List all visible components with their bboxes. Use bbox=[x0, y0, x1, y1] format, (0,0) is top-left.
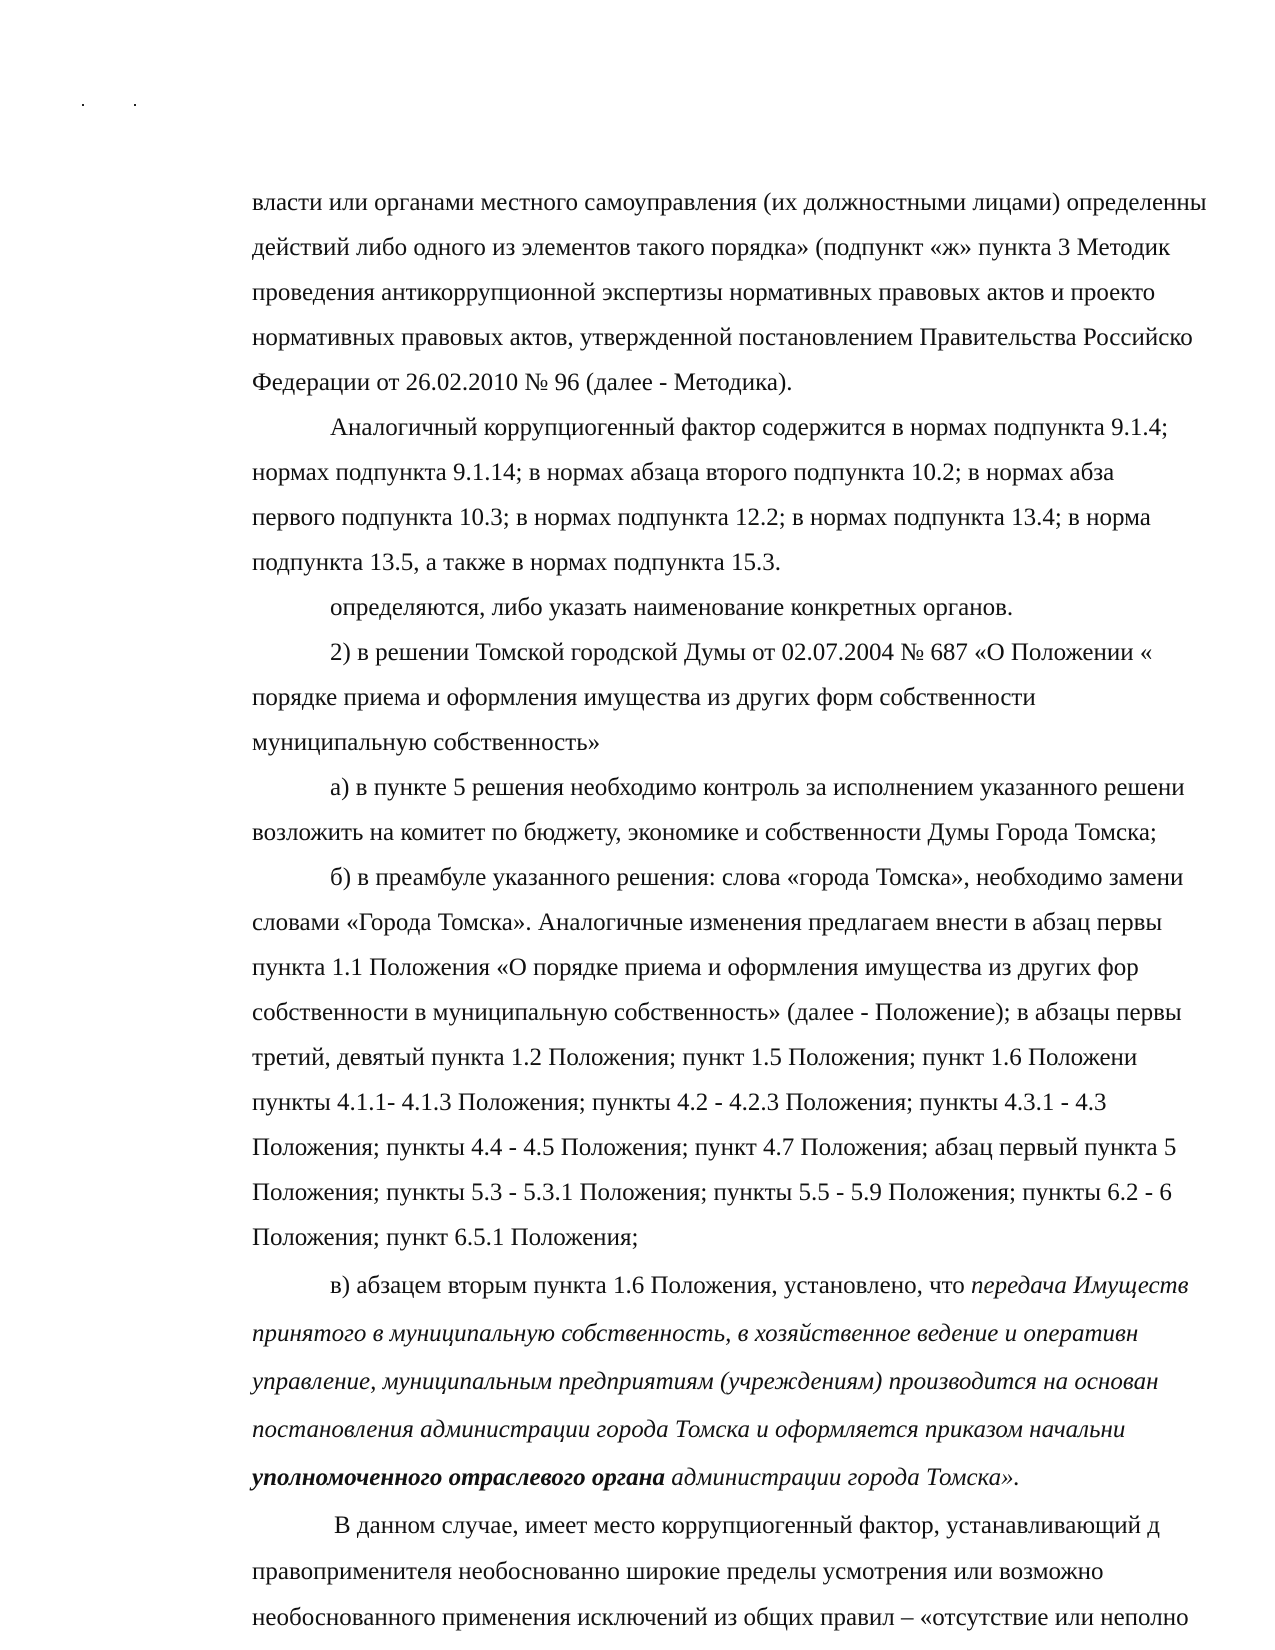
italic-line: принятого в муниципальную собственность, в хозяйственное ведение и оперативн bbox=[252, 1320, 1139, 1347]
text-line: словами «Города Томска». Аналогичные изменения предлагаем внести в абзац первы bbox=[252, 909, 1163, 936]
text-line: порядке приема и оформления имущества из других форм собственности bbox=[252, 684, 1036, 711]
text-line: возложить на комитет по бюджету, экономике и собственности Думы Города Томска; bbox=[252, 819, 1157, 846]
text-line bbox=[252, 1367, 1158, 1397]
text-line: пункты 4.1.1- 4.1.3 Положения; пункты 4.2 - 4.2.3 Положения; пункты 4.3.1 - 4.3 bbox=[252, 1089, 1107, 1116]
text-line: Положения; пункты 5.3 - 5.3.1 Положения; пункты 5.5 - 5.9 Положения; пункты 6.2 - 6 bbox=[252, 1179, 1172, 1206]
text-line: подпункта 13.5, а также в нормах подпункта 15.3. bbox=[252, 549, 781, 576]
text-line: необоснованного применения исключений из общих правил – «отсутствие или неполно bbox=[252, 1604, 1189, 1631]
para-v-italic-tail: передача Имуществ bbox=[971, 1272, 1189, 1299]
text-line: нормах подпункта 9.1.14; в нормах абзаца второго подпункта 10.2; в нормах абза bbox=[252, 459, 1115, 486]
text-line: б) в преамбуле указанного решения: слова «города Томска», необходимо замени bbox=[330, 864, 1184, 891]
text-line: действий либо одного из элементов такого порядка» (подпункт «ж» пункта 3 Методик bbox=[252, 234, 1171, 261]
text-line: 2) в решении Томской городской Думы от 02.07.2004 № 687 «О Положении « bbox=[330, 639, 1153, 666]
text-line bbox=[252, 1415, 1125, 1445]
text-line: Аналогичный коррупциогенный фактор содержится в нормах подпункта 9.1.4; bbox=[330, 414, 1169, 441]
text-line bbox=[252, 1463, 1020, 1493]
text-line bbox=[330, 1271, 1188, 1301]
italic-line: управление, муниципальным предприятиям (учреждениям) производится на основан bbox=[252, 1368, 1159, 1395]
text-line: третий, девятый пункта 1.2 Положения; пункт 1.5 Положения; пункт 1.6 Положени bbox=[252, 1044, 1138, 1071]
text-line bbox=[252, 1319, 1138, 1349]
text-line: проведения антикоррупционной экспертизы нормативных правовых актов и проекто bbox=[252, 279, 1156, 306]
text-line: правоприменителя необоснованно широкие пределы усмотрения или возможно bbox=[252, 1558, 1104, 1585]
text-line: муниципальную собственность» bbox=[252, 729, 601, 756]
text-line: В данном случае, имеет место коррупциогенный фактор, устанавливающий д bbox=[334, 1512, 1161, 1539]
text-line: нормативных правовых актов, утвержденной постановлением Правительства Российско bbox=[252, 324, 1193, 351]
bold-italic-phrase: уполномоченного отраслевого органа bbox=[252, 1464, 665, 1491]
text-line: первого подпункта 10.3; в нормах подпункта 12.2; в нормах подпункта 13.4; в норма bbox=[252, 504, 1151, 531]
text-line: Федерации от 26.02.2010 № 96 (далее - Методика). bbox=[252, 369, 793, 396]
italic-end: администрации города Томска». bbox=[664, 1464, 1020, 1491]
text-line: Положения; пункты 4.4 - 4.5 Положения; пункт 4.7 Положения; абзац первый пункта 5 bbox=[252, 1134, 1177, 1161]
text-line: Положения; пункт 6.5.1 Положения; bbox=[252, 1224, 639, 1251]
italic-line: постановления администрации города Томска и оформляется приказом начальни bbox=[252, 1416, 1126, 1443]
text-line: пункта 1.1 Положения «О порядке приема и оформления имущества из других фор bbox=[252, 954, 1139, 981]
para-v-lead: в) абзацем вторым пункта 1.6 Положения, установлено, что bbox=[330, 1272, 972, 1299]
text-line: определяются, либо указать наименование конкретных органов. bbox=[330, 594, 1014, 621]
scan-speck bbox=[134, 104, 136, 106]
text-line: собственности в муниципальную собственность» (далее - Положение); в абзацы первы bbox=[252, 999, 1182, 1026]
text-line: а) в пункте 5 решения необходимо контроль за исполнением указанного решени bbox=[330, 774, 1185, 801]
scan-speck bbox=[82, 104, 84, 106]
text-line: власти или органами местного самоуправления (их должностными лицами) определенны bbox=[252, 189, 1207, 216]
